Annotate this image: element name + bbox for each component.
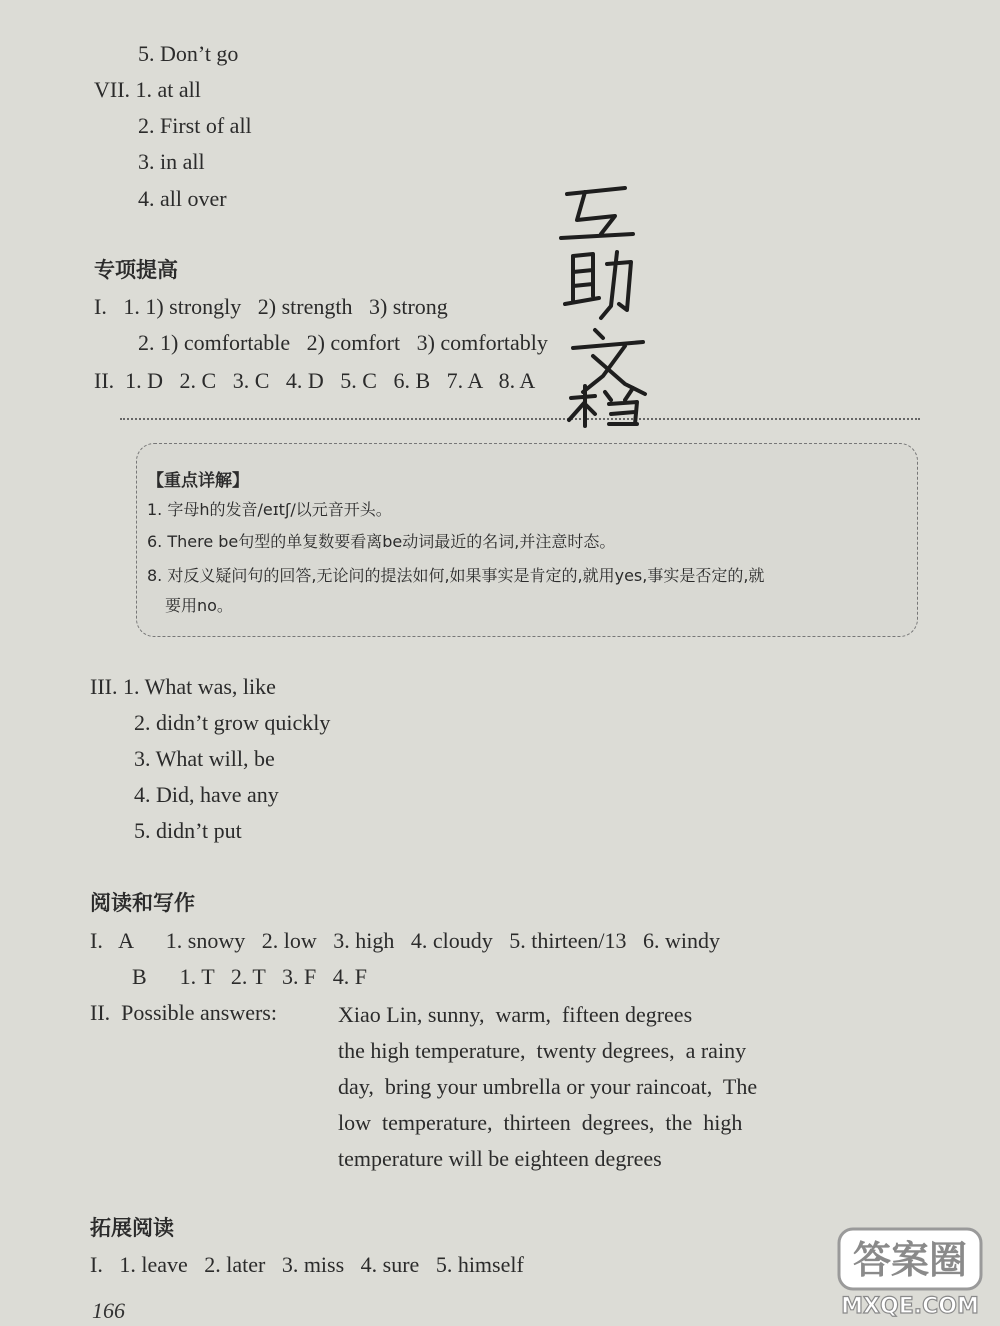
answer-line: 3. What will, be — [134, 746, 275, 771]
section-heading: 拓展阅读 — [90, 1216, 174, 1240]
watermark-logo-icon — [835, 1225, 985, 1320]
dotted-divider — [120, 418, 920, 420]
answer-line: 4. all over — [138, 186, 227, 211]
note-title: 【重点详解】 — [147, 471, 249, 491]
answer-line: II. 1. D 2. C 3. C 4. D 5. C 6. B 7. A 8. A — [94, 368, 536, 393]
answer-line: low temperature, thirteen degrees, the high — [338, 1110, 743, 1135]
note-line: 8. 对反义疑问句的回答,无论问的提法如何,如果事实是肯定的,就用yes,事实是否定的,就 — [147, 566, 765, 585]
answer-line: 5. Don’t go — [138, 41, 239, 66]
answer-line: day, bring your umbrella or your raincoat, The — [338, 1074, 758, 1099]
page-number: 166 — [92, 1298, 125, 1323]
answer-line: I. A 1. snowy 2. low 3. high 4. cloudy 5. thirteen/13 6. windy — [90, 928, 721, 953]
answer-line: I. 1. leave 2. later 3. miss 4. sure 5. himself — [90, 1252, 524, 1277]
note-line: 6. There be句型的单复数要看离be动词最近的名词,并注意时态。 — [147, 532, 616, 551]
answer-line: 4. Did, have any — [134, 782, 279, 807]
svg-text:MXQE.COM: MXQE.COM — [841, 1294, 979, 1319]
handwritten-note-icon — [555, 180, 665, 430]
section-heading: 专项提高 — [94, 258, 178, 282]
answer-line: 2. First of all — [138, 113, 252, 138]
section-heading: 阅读和写作 — [90, 891, 195, 915]
answer-line: VII. 1. at all — [94, 77, 201, 102]
note-line: 要用no。 — [165, 596, 233, 615]
answer-line: B 1. T 2. T 3. F 4. F — [132, 964, 367, 989]
answer-line: 5. didn’t put — [134, 818, 242, 843]
answer-line: III. 1. What was, like — [90, 674, 276, 699]
svg-text:答案圈: 答案圈 — [852, 1238, 968, 1282]
note-line: 1. 字母h的发音/eɪtʃ/以元音开头。 — [147, 500, 392, 519]
answer-line: 2. didn’t grow quickly — [134, 710, 331, 735]
answer-line: 3. in all — [138, 149, 205, 174]
answer-line: I. 1. 1) strongly 2) strength 3) strong — [94, 294, 448, 319]
answer-line: temperature will be eighteen degrees — [338, 1146, 662, 1171]
answer-line: 2. 1) comfortable 2) comfort 3) comfortably — [138, 330, 548, 355]
answer-line: II. Possible answers: — [90, 1000, 277, 1025]
key-points-box — [136, 443, 918, 637]
answer-line: Xiao Lin, sunny, warm, fifteen degrees — [338, 1002, 693, 1027]
answer-line: the high temperature, twenty degrees, a rainy — [338, 1038, 747, 1063]
